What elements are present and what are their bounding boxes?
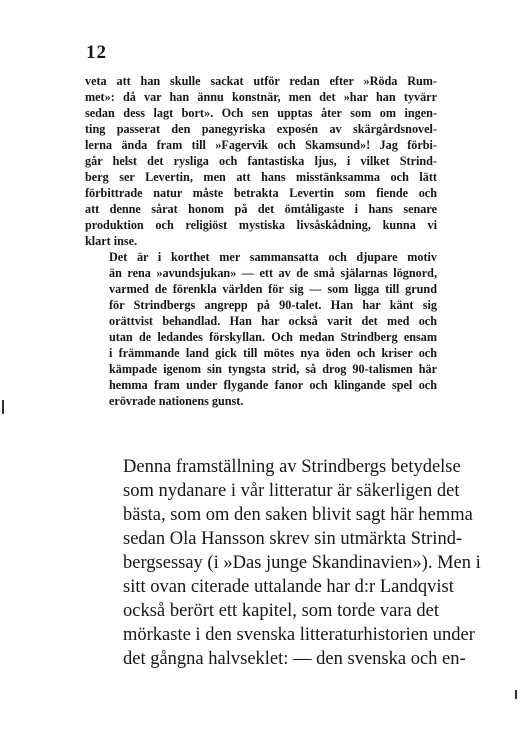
text-line: det gångna halvseklet: — den svenska och en- <box>123 649 466 669</box>
text-line: sedan Ola Hansson skrev sin utmärkta Strind- <box>123 529 463 549</box>
text-line: erövrade nationens gunst. <box>109 394 244 408</box>
text-line: hemma fram under flygande fanor och klingande spel och <box>109 378 437 392</box>
text-line: går helst det rysliga och fantastiska ljus, i vilket Strind- <box>85 154 437 168</box>
text-line: berg ser Levertin, men att hans misstänksamma och lätt <box>85 170 437 184</box>
text-line: utan de ledandes förskyllan. Och medan Strindberg ensam <box>109 330 437 344</box>
margin-mark-left <box>2 400 4 414</box>
page-number: 12 <box>86 42 107 63</box>
text-line: för Strindbergs angrepp på 90-talet. Han har känt sig <box>109 298 437 312</box>
text-line: i främmande land gick till mötes nya öden och kriser och <box>109 346 437 360</box>
text-line: mörkaste i den svenska litteraturhistorien under <box>123 625 475 645</box>
small-print-section <box>85 73 437 409</box>
text-line: kämpade igenom sin tyngsta strid, så drog 90-talismen här <box>109 362 437 376</box>
small-paragraph-2 <box>85 249 437 409</box>
text-line: produktion och religiöst mystiska livsåskådning, kunna vi <box>85 218 437 232</box>
text-line: att denne sårat honom på det ömtåligaste i hans senare <box>85 202 437 216</box>
text-line: klart inse. <box>85 234 138 248</box>
text-line: ting passerat den panegyriska exposén av skärgårdsnovel- <box>85 122 437 136</box>
text-line: förbittrade natur måste betrakta Levertin som fiende och <box>85 186 437 200</box>
large-print-section <box>83 455 481 671</box>
text-line: orättvist behandlad. Han har också varit det med och <box>109 314 437 328</box>
text-line: veta att han skulle sackat utför redan efter »Röda Rum- <box>85 74 437 88</box>
text-line: sedan dess lagt bort». Och sen upptas åter som om ingen- <box>85 106 437 120</box>
text-line: bergsessay (i »Das junge Skandinavien»). Men i <box>123 553 481 573</box>
text-line: met»: då var han ännu konstnär, men det »har han tyvärr <box>85 90 437 104</box>
large-paragraph <box>83 455 481 671</box>
text-line: sitt ovan citerade uttalande har d:r Landqvist <box>123 577 454 597</box>
text-line: Denna framställning av Strindbergs betydelse <box>123 457 461 477</box>
text-line: Det är i korthet mer sammansatta och djupare motiv <box>109 250 437 264</box>
text-line: också berört ett kapitel, som torde vara det <box>123 601 439 621</box>
text-line: som nydanare i vår litteratur är säkerligen det <box>123 481 460 501</box>
text-line: varmed de förenkla världen för sig — som ligga till grund <box>109 282 437 296</box>
text-line: bästa, som om den saken blivit sagt här hemma <box>123 505 473 525</box>
small-paragraph-1 <box>85 73 437 249</box>
margin-mark-right <box>515 690 517 699</box>
text-line: än rena »avundsjukan» — ett av de små själarnas lögnord, <box>109 266 437 280</box>
text-line: lerna ända fram till »Fagervik och Skamsund»! Jag förbi- <box>85 138 437 152</box>
